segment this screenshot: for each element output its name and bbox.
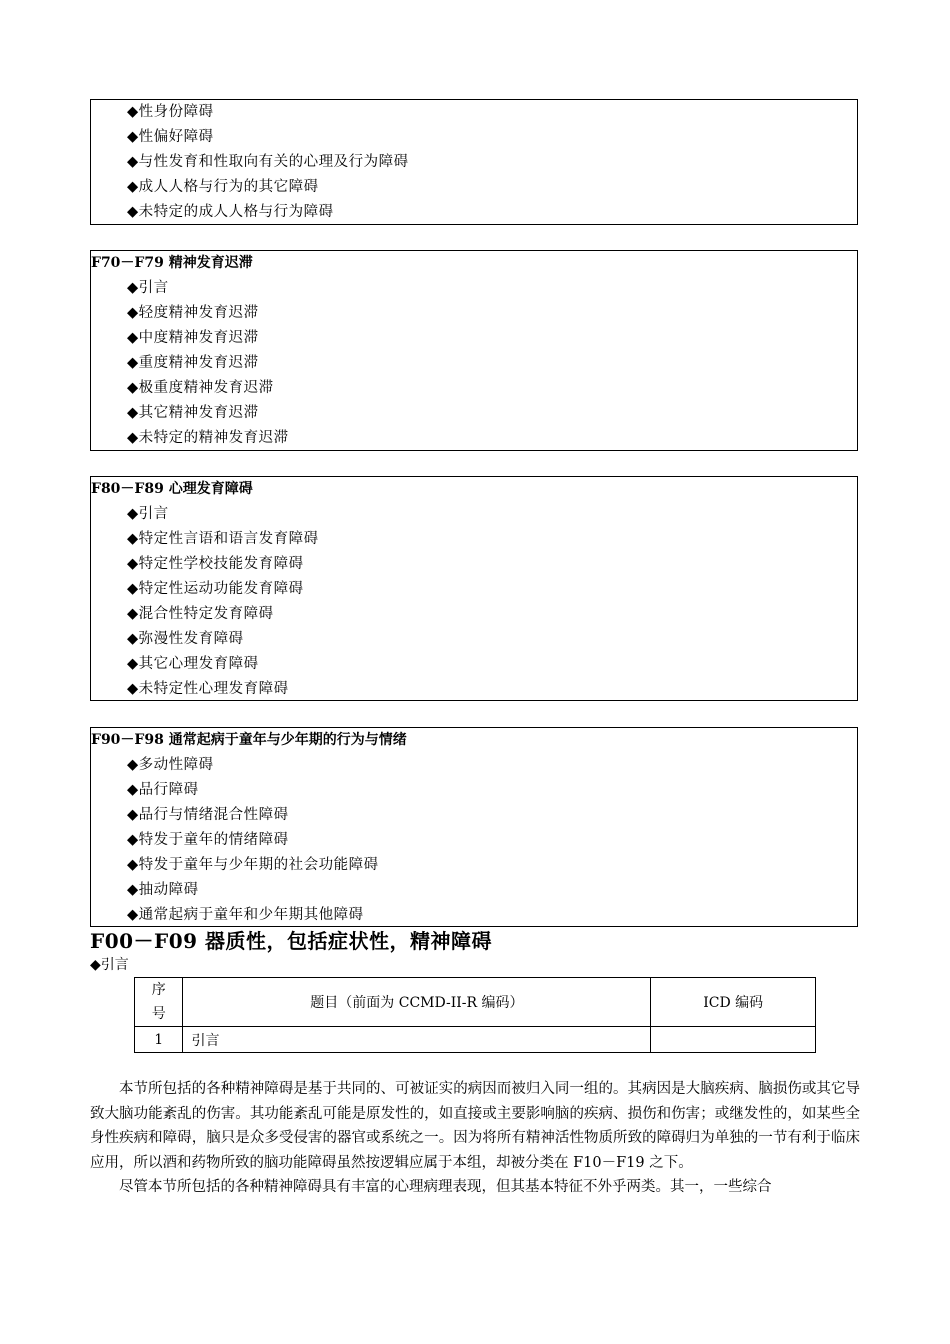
list-item: ◆引言 (127, 280, 169, 296)
list-item: ◆弥漫性发育障碍 (127, 631, 244, 647)
list-item: ◆未特定的精神发育迟滞 (127, 430, 289, 446)
section-title: F00－F09 器质性，包括症状性，精神障碍 (90, 929, 493, 953)
table-cell-number: 1 (135, 1027, 183, 1053)
intro-table (134, 977, 816, 1053)
category-box-psychological-development (90, 476, 858, 701)
category-box-mental-retardation (90, 250, 858, 451)
category-heading: F90－F98 通常起病于童年与少年期的行为与情绪 (91, 732, 407, 748)
table-cell-title: 引言 (183, 1027, 651, 1053)
list-item: ◆特发于童年的情绪障碍 (127, 832, 289, 848)
paragraph: 本节所包括的各种精神障碍是基于共同的、可被证实的病因而被归入同一组的。其病因是大脑疾病、脑损伤或其它导致大脑功能紊乱的伤害。其功能紊乱可能是原发性的，如直接或主要影响脑的疾病、损伤和伤害；或继发性的，如某些全身性疾病和障碍，脑只是众多受侵害的器官或系统之一。因为将所有精神活性物质所致的障碍归为单独的一节有利于临床应用，所以酒和药物所致的脑功能障碍虽然按逻辑应属于本组，却被分类在 F10－F19 之下。 (90, 1081, 860, 1171)
list-item: ◆性偏好障碍 (127, 129, 214, 145)
list-item: ◆其它精神发育迟滞 (127, 405, 259, 421)
list-item: ◆混合性特定发育障碍 (127, 606, 274, 622)
list-item: ◆其它心理发育障碍 (127, 656, 259, 672)
list-item: ◆性身份障碍 (127, 104, 214, 120)
list-item: ◆与性发育和性取向有关的心理及行为障碍 (127, 154, 409, 170)
category-box-adult-personality (90, 99, 858, 225)
list-item: ◆中度精神发育迟滞 (127, 330, 259, 346)
column-header-number: 序号 (135, 978, 183, 1027)
list-item: ◆极重度精神发育迟滞 (127, 380, 274, 396)
list-item: ◆特定性运动功能发育障碍 (127, 581, 304, 597)
list-item: ◆成人人格与行为的其它障碍 (127, 179, 319, 195)
paragraph: 尽管本节所包括的各种精神障碍具有丰富的心理病理表现，但其基本特征不外乎两类。其一，一些综合 (119, 1179, 772, 1196)
category-heading: F80－F89 心理发育障碍 (91, 481, 253, 497)
list-item: ◆品行与情绪混合性障碍 (127, 807, 289, 823)
list-item: ◆未特定的成人人格与行为障碍 (127, 204, 334, 220)
list-item: ◆引言 (127, 506, 169, 522)
table-header-row (135, 978, 816, 1027)
body-text (90, 1077, 860, 1200)
category-box-childhood-behavior (90, 727, 858, 927)
list-item: ◆特定性言语和语言发育障碍 (127, 531, 319, 547)
table-row (135, 1027, 816, 1053)
category-heading: F70－F79 精神发育迟滞 (91, 255, 253, 271)
list-item: ◆特发于童年与少年期的社会功能障碍 (127, 857, 379, 873)
list-item: ◆重度精神发育迟滞 (127, 355, 259, 371)
list-item: ◆轻度精神发育迟滞 (127, 305, 259, 321)
column-header-icd-code: ICD 编码 (651, 978, 816, 1027)
list-item: ◆抽动障碍 (127, 882, 199, 898)
list-item: ◆多动性障碍 (127, 757, 214, 773)
list-item: ◆特定性学校技能发育障碍 (127, 556, 304, 572)
list-item: ◆品行障碍 (127, 782, 199, 798)
column-header-title: 题目（前面为 CCMD-II-R 编码） (183, 978, 651, 1027)
list-item: ◆未特定性心理发育障碍 (127, 681, 289, 697)
table-cell-icd-code (651, 1027, 816, 1053)
list-item: ◆通常起病于童年和少年期其他障碍 (127, 907, 364, 923)
intro-label: ◆引言 (90, 957, 129, 973)
